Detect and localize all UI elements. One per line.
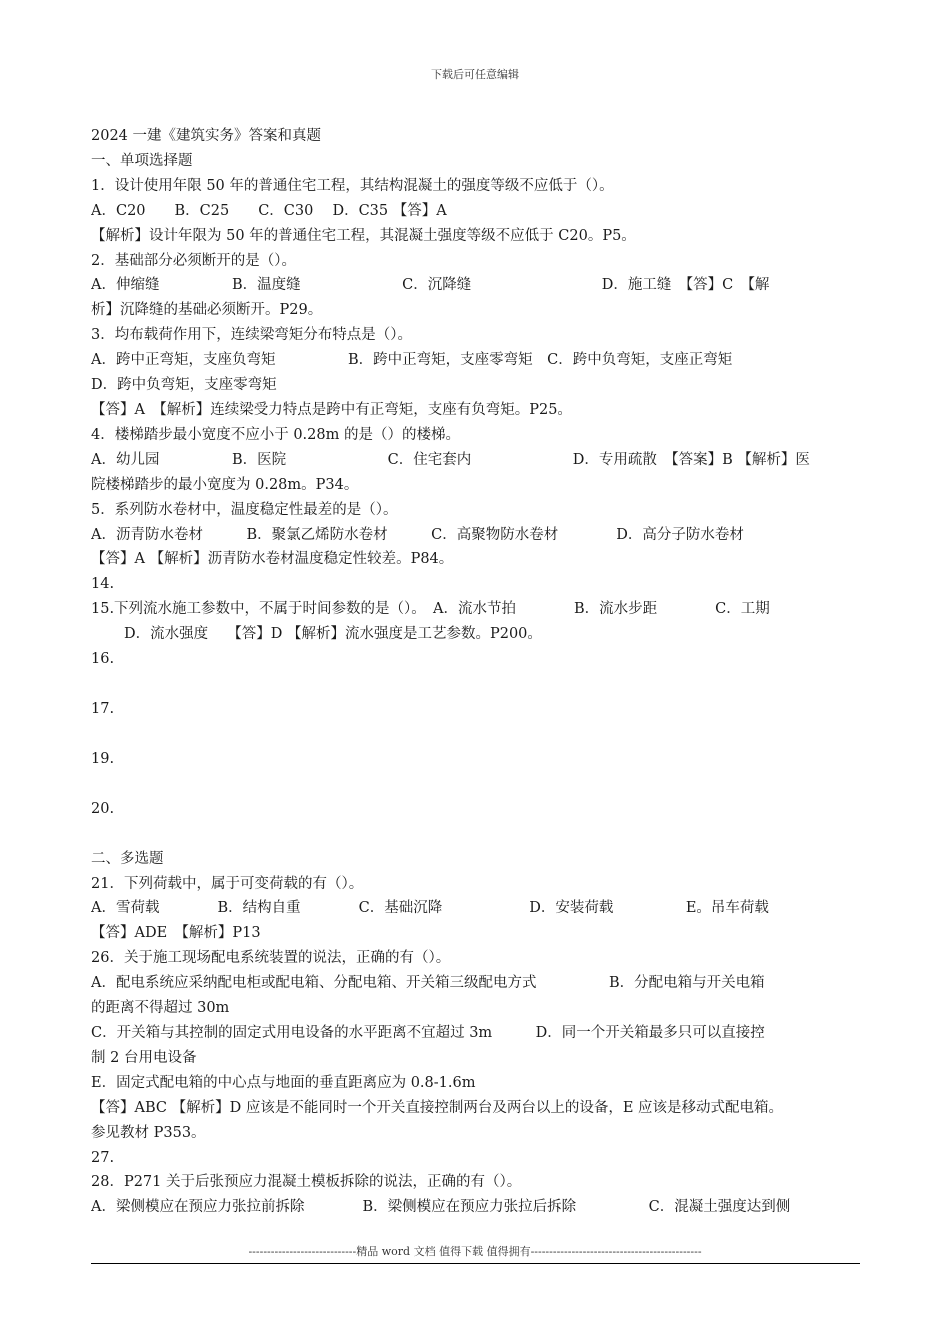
- question-options: A．伸缩缝 B．温度缝 C．沉降缝 D．施工缝 【答】C 【解: [91, 277, 770, 294]
- answer-explanation: 【答】A 【解析】沥青防水卷材温度稳定性较差。P84。: [91, 551, 454, 568]
- question-options: A．C20 B．C25 C．C30 D．C35 【答】A: [91, 202, 447, 219]
- answer-explanation: 【答】A 【解析】连续梁受力特点是跨中有正弯矩，支座有负弯矩。P25。: [91, 401, 572, 418]
- question-options: A．梁侧模应在预应力张拉前拆除 B．梁侧模应在预应力张拉后拆除 C．混凝土强度达到侧: [91, 1199, 791, 1216]
- question-text: 4．楼梯踏步最小宽度不应小于 0.28m 的是（）的楼梯。: [91, 426, 460, 443]
- question-number: 16.: [91, 651, 115, 668]
- answer-explanation: 院楼梯踏步的最小宽度为 0.28m。P34。: [91, 476, 359, 493]
- question-options: A．配电系统应采纳配电柜或配电箱、分配电箱、开关箱三级配电方式 B．分配电箱与开关电箱: [91, 975, 765, 992]
- question-options: A．幼儿园 B．医院 C．住宅套内 D．专用疏散 【答案】B 【解析】医: [91, 451, 810, 468]
- question-number: 17.: [91, 700, 115, 717]
- blank-line: [91, 772, 866, 797]
- document-body: [91, 124, 866, 1220]
- question-options: E．固定式配电箱的中心点与地面的垂直距离应为 0.8-1.6m: [91, 1074, 476, 1091]
- answer-explanation: 【答】ADE 【解析】P13: [91, 925, 261, 942]
- doc-title: 2024 一建《建筑实务》答案和真题: [91, 128, 322, 144]
- answer-explanation: 参见教材 P353。: [91, 1124, 206, 1141]
- question-text: 26．关于施工现场配电系统装置的说法，正确的有（）。: [91, 950, 451, 967]
- question-number: 19.: [91, 750, 115, 767]
- question-options: D．跨中负弯矩，支座零弯矩: [91, 377, 277, 394]
- answer-explanation: 析】沉降缝的基础必须断开。P29。: [91, 302, 323, 319]
- answer-explanation: 【解析】设计年限为 50 年的普通住宅工程，其混凝土强度等级不应低于 C20。P5。: [91, 227, 636, 244]
- answer-explanation: 【答】ABC 【解析】D 应该是不能同时一个开关直接控制两台及两台以上的设备，E 应该是移动式配电箱。: [91, 1099, 784, 1116]
- question-options: C．开关箱与其控制的固定式用电设备的水平距离不宜超过 3m D．同一个开关箱最多只可以直接控: [91, 1025, 765, 1041]
- question-number: 14.: [91, 576, 115, 593]
- section-heading-single-choice: 一、单项选择题: [91, 152, 193, 169]
- question-number: 20.: [91, 800, 115, 817]
- question-options: A．沥青防水卷材 B．聚氯乙烯防水卷材 C．高聚物防水卷材 D．高分子防水卷材: [91, 526, 744, 543]
- blank-line: [91, 672, 866, 697]
- answer-explanation: D．流水强度 【答】D 【解析】流水强度是工艺参数。P200。: [124, 626, 542, 643]
- question-text: 28．P271 关于后张预应力混凝土模板拆除的说法，正确的有（）。: [91, 1174, 522, 1191]
- question-options: 的距离不得超过 30m: [91, 1000, 230, 1017]
- question-text: 1．设计使用年限 50 年的普通住宅工程，其结构混凝土的强度等级不应低于（）。: [91, 177, 614, 194]
- section-heading-multi-choice: 二、多选题: [91, 850, 164, 867]
- question-text: 2．基础部分必须断开的是（）。: [91, 252, 296, 269]
- page-footer: -----------------------------精品 word 文档 值得下载 值得拥有----------------------------------------------: [248, 1245, 702, 1258]
- question-options: 制 2 台用电设备: [91, 1049, 197, 1066]
- question-text: 15.下列流水施工参数中，不属于时间参数的是（）。 A．流水节拍 B．流水步距 C．工期: [91, 601, 770, 618]
- blank-line: [91, 822, 866, 847]
- question-options: A．雪荷载 B．结构自重 C．基础沉降 D．安装荷载 E。吊车荷载: [91, 900, 769, 917]
- question-text: 21．下列荷载中，属于可变荷载的有（）。: [91, 875, 364, 892]
- question-text: 5．系列防水卷材中，温度稳定性最差的是（）。: [91, 501, 398, 518]
- question-text: 3．均布载荷作用下，连续梁弯矩分布特点是（）。: [91, 327, 412, 344]
- question-number: 27.: [91, 1149, 115, 1166]
- question-options: A．跨中正弯矩，支座负弯矩 B．跨中正弯矩，支座零弯矩 C．跨中负弯矩，支座正弯矩: [91, 352, 733, 369]
- blank-line: [91, 722, 866, 747]
- footer-rule: [91, 1263, 860, 1264]
- page-header: 下载后可任意编辑: [431, 68, 519, 81]
